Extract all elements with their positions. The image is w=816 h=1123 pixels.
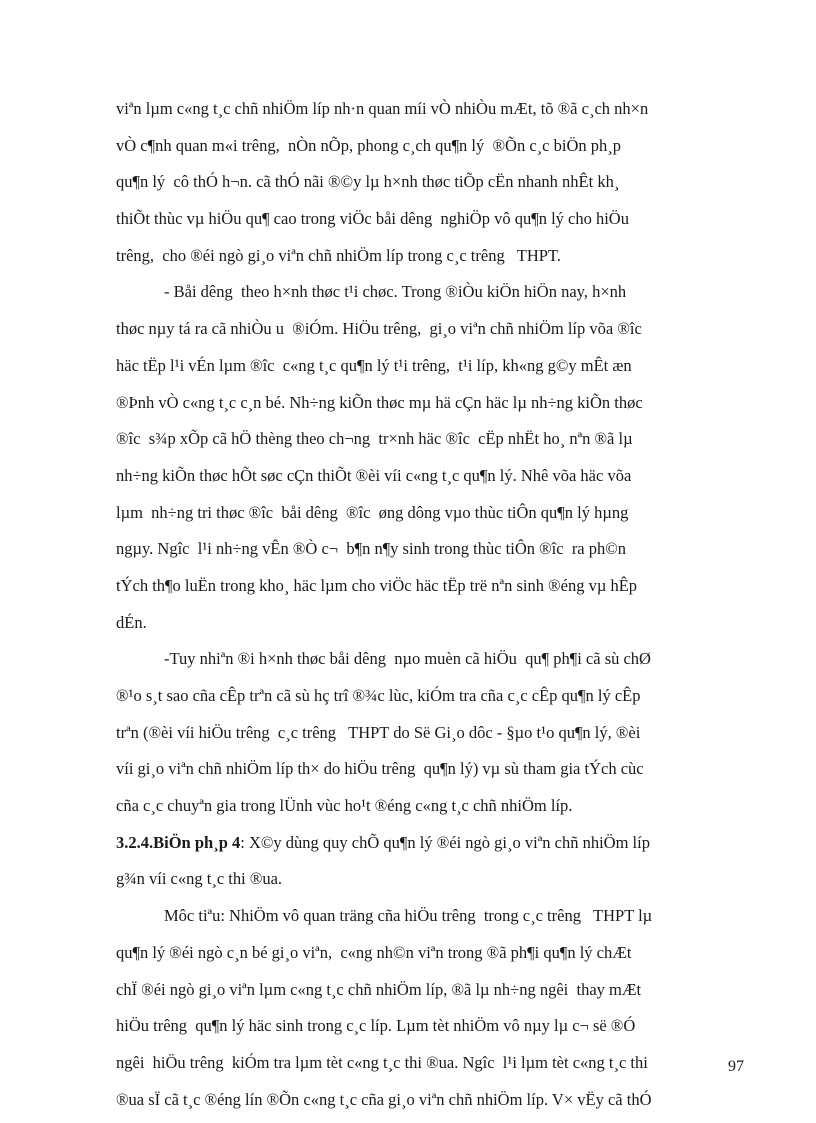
text-line: ®îc s¾p xÕp cã hÖ thèng theo ch¬ng tr×nh häc ®îc cËp nhËt ho¸ nªn ®ã lµ <box>116 429 633 449</box>
text-line: dÉn. <box>116 612 147 632</box>
text-line: thiÕt thùc vµ hiÖu qu¶ cao trong viÖc båi dêng nghiÖp vô qu¶n lý cho hiÖu <box>116 209 629 229</box>
document-body <box>116 91 758 1118</box>
text-line: Môc tiªu: NhiÖm vô quan träng cña hiÖu trêng trong c¸c trêng THPT lµ <box>164 906 653 926</box>
text-line: cña c¸c chuyªn gia trong lÜnh vùc ho¹t ®éng c«ng t¸c chñ nhiÖm líp. <box>116 796 573 816</box>
text-line: ngêi hiÖu trêng kiÓm tra lµm tèt c«ng t¸c thi ®ua. Ngîc l¹i lµm tèt c«ng t¸c thi <box>116 1052 648 1072</box>
text-line: - Båi dêng theo h×nh thøc t¹i chøc. Trong ®iÒu kiÖn hiÖn nay, h×nh <box>164 282 627 302</box>
text-line: vÒ c¶nh quan m«i trêng, nÒn nÕp, phong c¸ch qu¶n lý ®Õn c¸c biÖn ph¸p <box>116 135 621 155</box>
text-line: g¾n víi c«ng t¸c thi ®ua. <box>116 869 283 889</box>
text-line: lµm nh÷ng tri thøc ®îc båi dêng ®îc øng dông vµo thùc tiÔn qu¶n lý hµng <box>116 502 629 522</box>
text-line: qu¶n lý ®éi ngò c¸n bé gi¸o viªn, c«ng nh©n viªn trong ®ã ph¶i qu¶n lý chÆt <box>116 942 632 962</box>
text-line: qu¶n lý cô thÓ h¬n. cã thÓ nãi ®©y lµ h×nh thøc tiÕp cËn nhanh nhÊt kh¸ <box>116 172 620 192</box>
text-line: ngµy. Ngîc l¹i nh÷ng vÊn ®Ò c¬ b¶n n¶y sinh trong thùc tiÔn ®îc ra ph©n <box>116 539 627 559</box>
page-number: 97 <box>728 1058 744 1075</box>
text-line: viªn lµm c«ng t¸c chñ nhiÖm líp nh·n quan míi vÒ nhiÒu mÆt, tõ ®ã c¸ch nh×n <box>116 99 649 118</box>
text-line: ®ua sÏ cã t¸c ®éng lín ®Õn c«ng t¸c cña gi¸o viªn chñ nhiÖm líp. V× vËy cã thÓ <box>116 1089 652 1109</box>
section-heading-colon: : <box>240 832 249 852</box>
text-line: tÝch th¶o luËn trong kho¸ häc lµm cho viÖc häc tËp trë nªn sinh ®éng vµ hÊp <box>116 575 638 595</box>
text-line: trªn (®èi víi hiÖu trêng c¸c trêng THPT do Së Gi¸o dôc - §µo t¹o qu¶n lý, ®èi <box>116 722 641 742</box>
section-heading <box>116 825 758 862</box>
text-line: hiÖu trêng qu¶n lý häc sinh trong c¸c líp. Lµm tèt nhiÖm vô nµy lµ c¬ së ®Ó <box>116 1016 636 1036</box>
text-line: ®¹o s¸t sao cña cÊp trªn cã sù hç trî ®¾c lùc, kiÓm tra cña c¸c cÊp qu¶n lý cÊp <box>116 686 641 705</box>
text-line: víi gi¸o viªn chñ nhiÖm líp th× do hiÖu trêng qu¶n lý) vµ sù tham gia tÝch cùc <box>116 759 644 779</box>
text-line: häc tËp l¹i vÉn lµm ®îc c«ng t¸c qu¶n lý t¹i trêng, t¹i líp, kh«ng g©y mÊt æn <box>116 355 632 375</box>
text-line: ®Þnh vÒ c«ng t¸c c¸n bé. Nh÷ng kiÕn thøc mµ hä cÇn häc lµ nh÷ng kiÕn thøc <box>116 392 643 412</box>
text-line: -Tuy nhiªn ®i h×nh thøc båi dêng nµo muèn cã hiÖu qu¶ ph¶i cã sù chØ <box>164 649 651 669</box>
text-line: trêng, cho ®éi ngò gi¸o viªn chñ nhiÖm líp trong c¸c trêng THPT. <box>116 245 561 265</box>
text-line: thøc nµy tá ra cã nhiÒu u ®iÓm. HiÖu trêng, gi¸o viªn chñ nhiÖm líp võa ®îc <box>116 319 642 339</box>
text-line: chÏ ®éi ngò gi¸o viªn lµm c«ng t¸c chñ nhiÖm líp, ®ã lµ nh÷ng ngêi thay mÆt <box>116 979 642 999</box>
text-line: nh÷ng kiÕn thøc hÕt søc cÇn thiÕt ®èi víi c«ng t¸c qu¶n lý. Nhê võa häc võa <box>116 465 632 485</box>
section-heading-number: 3.2.4.BiÖn ph¸p 4 <box>116 832 241 852</box>
section-heading-text: X©y dùng quy chÕ qu¶n lý ®éi ngò gi¸o viªn chñ nhiÖm líp <box>248 832 650 852</box>
